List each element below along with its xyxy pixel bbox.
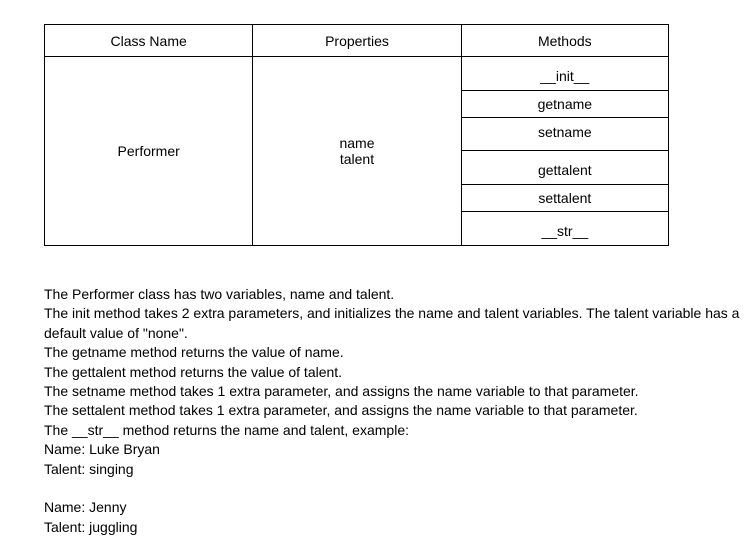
header-methods: Methods bbox=[461, 25, 668, 57]
description-line: The init method takes 2 extra parameters, and initializes the name and talent variables. The talent variable has a default value of "none". bbox=[44, 305, 740, 341]
example-line: Name: Luke Bryan bbox=[44, 441, 160, 458]
method-item: __init__ bbox=[462, 57, 668, 91]
description-line: The __str__ method returns the name and talent, example: bbox=[44, 421, 409, 438]
description-line: The getname method returns the value of name. bbox=[44, 344, 344, 361]
class-name-value: Performer bbox=[117, 143, 180, 159]
class-diagram-table bbox=[44, 24, 669, 246]
description-line: The Performer class has two variables, name and talent. bbox=[44, 286, 395, 302]
description-line: The gettalent method returns the value of talent. bbox=[44, 363, 343, 380]
table-body-row bbox=[45, 57, 669, 246]
description-line: The settalent method takes 1 extra parameter, and assigns the name variable to that parameter. bbox=[44, 402, 638, 419]
method-item: getname bbox=[462, 91, 668, 118]
description-text bbox=[44, 285, 744, 537]
table-header-row bbox=[45, 25, 669, 57]
method-item: __str__ bbox=[541, 222, 589, 239]
method-item: setname bbox=[462, 118, 668, 152]
example-line: Name: Jenny bbox=[44, 499, 127, 516]
properties-list bbox=[253, 135, 460, 167]
header-properties: Properties bbox=[253, 25, 461, 57]
method-item: settalent bbox=[462, 185, 668, 212]
methods-list bbox=[462, 57, 668, 245]
description-line: The setname method takes 1 extra parameter, and assigns the name variable to that parameter. bbox=[44, 383, 639, 400]
properties-cell bbox=[253, 57, 461, 246]
header-class-name: Class Name bbox=[45, 25, 253, 57]
property-item: name bbox=[339, 135, 375, 151]
method-item: gettalent bbox=[462, 151, 668, 185]
property-item: talent bbox=[339, 151, 375, 167]
methods-cell bbox=[461, 57, 668, 246]
example-line: Talent: singing bbox=[44, 460, 134, 477]
blank-line bbox=[44, 479, 744, 498]
class-name-cell bbox=[45, 57, 253, 246]
example-line: Talent: juggling bbox=[44, 518, 138, 535]
